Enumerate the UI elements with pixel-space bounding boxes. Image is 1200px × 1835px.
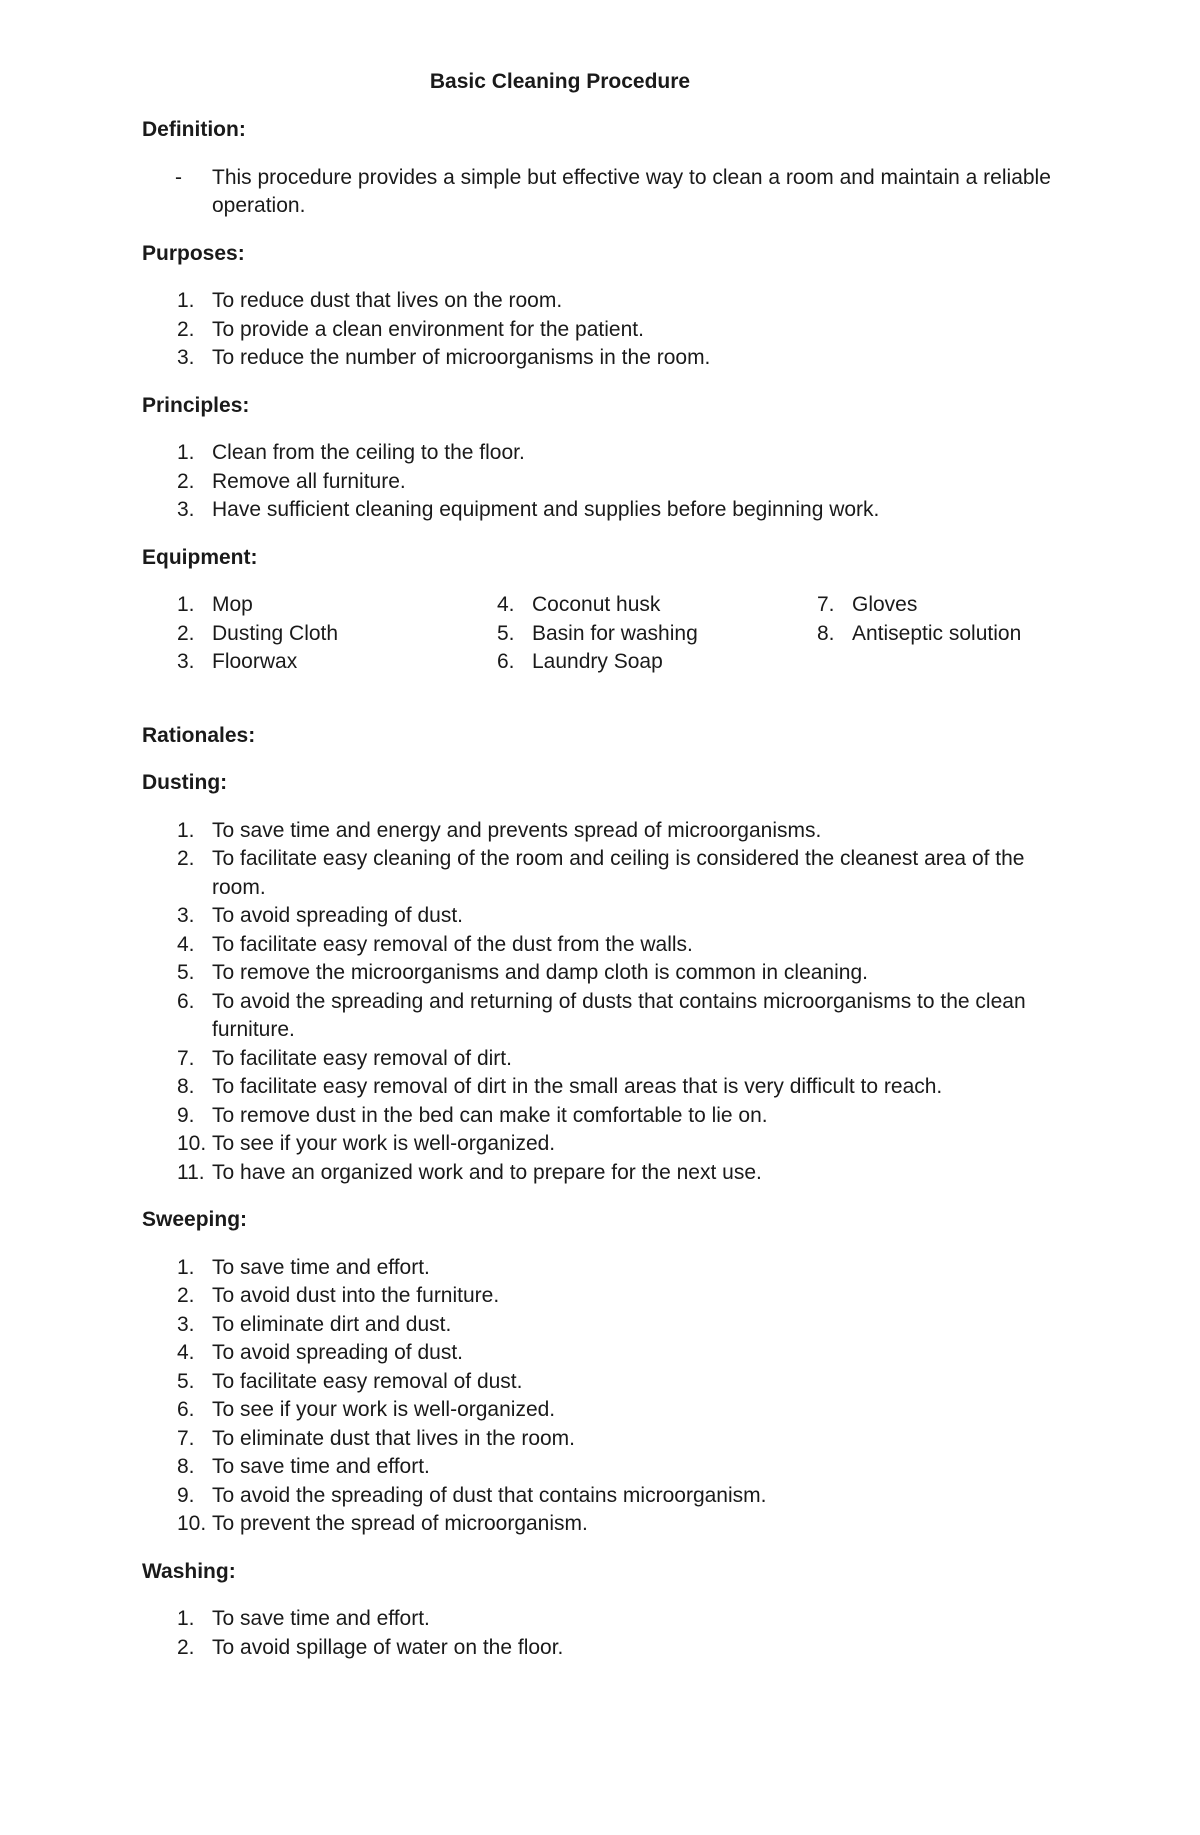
list-number: 3. xyxy=(177,650,195,673)
list-number: 8. xyxy=(177,1455,195,1478)
list-number: 9. xyxy=(177,1103,195,1127)
list-number: 1. xyxy=(177,441,195,464)
dusting-heading: Dusting: xyxy=(142,771,228,794)
sweeping-item-text: To prevent the spread of microorganism. xyxy=(212,1512,588,1535)
list-number: 9. xyxy=(177,1483,195,1507)
equipment-item-text: Antiseptic solution xyxy=(852,621,1022,645)
sweeping-list xyxy=(142,1254,1072,1539)
list-number: 10. xyxy=(177,1132,207,1155)
list-number: 10. xyxy=(177,1512,207,1535)
dusting-item-text: To avoid spreading of dust. xyxy=(212,904,463,927)
list-number: 3. xyxy=(177,1312,195,1336)
equipment-item xyxy=(782,620,1072,649)
purpose-item xyxy=(142,344,1072,373)
washing-item-text: To save time and effort. xyxy=(212,1607,430,1630)
washing-item xyxy=(142,1634,1072,1663)
list-number: 7. xyxy=(177,1426,195,1450)
list-number: 11. xyxy=(177,1160,205,1184)
list-number: 2. xyxy=(177,1635,195,1659)
equipment-item-text: Dusting Cloth xyxy=(212,621,339,645)
definition-heading: Definition: xyxy=(142,118,246,141)
dusting-item-text: To save time and energy and prevents spread of microorganisms. xyxy=(212,818,822,842)
list-number: 6. xyxy=(177,989,195,1013)
sweeping-item xyxy=(142,1339,1072,1368)
list-number: 5. xyxy=(177,961,195,984)
dusting-item-text: To remove dust in the bed can make it comfortable to lie on. xyxy=(212,1103,768,1127)
dusting-item xyxy=(142,1073,1072,1102)
equipment-item xyxy=(142,648,462,677)
purposes-heading: Purposes: xyxy=(142,241,245,265)
sweeping-item xyxy=(142,1453,1072,1482)
dusting-item-text: To have an organized work and to prepare for the next use. xyxy=(212,1160,762,1184)
list-number: 3. xyxy=(177,498,195,521)
purpose-item xyxy=(142,287,1072,316)
equipment-item-text: Mop xyxy=(212,593,253,616)
list-number: 4. xyxy=(177,932,195,956)
list-number: 4. xyxy=(177,1341,195,1364)
list-number: 2. xyxy=(177,621,195,645)
purpose-item xyxy=(142,316,1072,345)
list-number: 1. xyxy=(177,818,195,842)
principle-item xyxy=(142,468,1072,497)
list-number: 2. xyxy=(177,469,195,493)
sweeping-item-text: To eliminate dirt and dust. xyxy=(212,1312,452,1336)
sweeping-item-text: To avoid the spreading of dust that contains microorganism. xyxy=(212,1483,767,1507)
list-number: 5. xyxy=(177,1369,195,1393)
definition-list xyxy=(142,164,1072,221)
sweeping-heading: Sweeping: xyxy=(142,1208,248,1231)
sweeping-item xyxy=(142,1368,1072,1397)
purpose-item-text: To provide a clean environment for the patient. xyxy=(212,317,644,341)
equipment-item xyxy=(782,591,1072,620)
dusting-item xyxy=(142,845,1072,902)
purpose-item-text: To reduce the number of microorganisms in the room. xyxy=(212,346,711,369)
washing-item xyxy=(142,1605,1072,1634)
definition-item xyxy=(142,164,1072,221)
equipment-grid xyxy=(142,591,1072,677)
list-number: 2. xyxy=(177,317,195,341)
sweeping-item xyxy=(142,1282,1072,1311)
purposes-list xyxy=(142,287,1072,373)
dusting-item-text: To facilitate easy removal of the dust from the walls. xyxy=(212,932,693,956)
list-number: 6. xyxy=(177,1398,195,1421)
list-number: 6. xyxy=(497,650,515,673)
dusting-item-text: To remove the microorganisms and damp cloth is common in cleaning. xyxy=(212,961,868,984)
dusting-item-text: To facilitate easy cleaning of the room and ceiling is considered the cleanest area of the room. xyxy=(212,847,1025,899)
equipment-item xyxy=(142,620,462,649)
definition-text: This procedure provides a simple but effective way to clean a room and maintain a reliable operation. xyxy=(212,165,1051,217)
list-number: 8. xyxy=(817,621,835,645)
purpose-item-text: To reduce dust that lives on the room. xyxy=(212,289,563,312)
dusting-item-text: To avoid the spreading and returning of dusts that contains microorganisms to the clean furniture. xyxy=(212,989,1026,1041)
equipment-item-text: Laundry Soap xyxy=(532,650,663,673)
list-number: 1. xyxy=(177,289,195,312)
dusting-item xyxy=(142,902,1072,931)
dusting-item-text: To facilitate easy removal of dirt. xyxy=(212,1046,512,1070)
equipment-item xyxy=(462,620,782,649)
list-number: 2. xyxy=(177,847,195,870)
list-number: 2. xyxy=(177,1284,195,1307)
list-number: 1. xyxy=(177,1255,195,1279)
equipment-item-text: Floorwax xyxy=(212,650,298,673)
sweeping-item-text: To avoid dust into the furniture. xyxy=(212,1284,500,1307)
equipment-column xyxy=(142,591,462,677)
principles-list xyxy=(142,439,1072,525)
sweeping-item-text: To eliminate dust that lives in the room. xyxy=(212,1426,576,1450)
sweeping-item xyxy=(142,1510,1072,1539)
list-number: 4. xyxy=(497,593,515,616)
dusting-item xyxy=(142,931,1072,960)
equipment-column xyxy=(462,591,782,677)
list-number: 5. xyxy=(497,621,515,645)
sweeping-item-text: To facilitate easy removal of dust. xyxy=(212,1369,523,1393)
list-number: 8. xyxy=(177,1075,195,1098)
rationales-heading: Rationales: xyxy=(142,723,256,747)
dusting-item xyxy=(142,1102,1072,1131)
equipment-item xyxy=(462,591,782,620)
dusting-item-text: To facilitate easy removal of dirt in the small areas that is very difficult to reach. xyxy=(212,1075,943,1098)
washing-list xyxy=(142,1605,1072,1662)
principle-item-text: Have sufficient cleaning equipment and supplies before beginning work. xyxy=(212,498,880,521)
dash-marker: - xyxy=(175,165,182,189)
principle-item xyxy=(142,439,1072,468)
equipment-column xyxy=(782,591,1072,677)
sweeping-item-text: To see if your work is well-organized. xyxy=(212,1398,556,1421)
equipment-item-text: Gloves xyxy=(852,593,918,616)
list-number: 1. xyxy=(177,593,195,616)
equipment-item xyxy=(142,591,462,620)
list-number: 3. xyxy=(177,904,195,927)
sweeping-item xyxy=(142,1311,1072,1340)
dusting-item xyxy=(142,988,1072,1045)
equipment-item xyxy=(462,648,782,677)
document-title: Basic Cleaning Procedure xyxy=(429,70,691,93)
sweeping-item-text: To save time and effort. xyxy=(212,1455,430,1478)
dusting-item xyxy=(142,959,1072,988)
list-number: 7. xyxy=(177,1046,195,1070)
sweeping-item xyxy=(142,1396,1072,1425)
washing-heading: Washing: xyxy=(142,1559,236,1583)
dusting-item xyxy=(142,1159,1072,1188)
washing-item-text: To avoid spillage of water on the floor. xyxy=(212,1635,564,1659)
principle-item-text: Clean from the ceiling to the floor. xyxy=(212,441,525,464)
dusting-list xyxy=(142,817,1072,1188)
principle-item xyxy=(142,496,1072,525)
sweeping-item xyxy=(142,1254,1072,1283)
dusting-item xyxy=(142,1130,1072,1159)
dusting-item xyxy=(142,817,1072,846)
principle-item-text: Remove all furniture. xyxy=(212,469,406,493)
equipment-item-text: Basin for washing xyxy=(532,621,698,645)
sweeping-item-text: To save time and effort. xyxy=(212,1255,430,1279)
sweeping-item xyxy=(142,1482,1072,1511)
equipment-heading: Equipment: xyxy=(142,545,258,569)
equipment-item-text: Coconut husk xyxy=(532,593,661,616)
list-number: 1. xyxy=(177,1607,195,1630)
list-number: 3. xyxy=(177,346,195,369)
sweeping-item-text: To avoid spreading of dust. xyxy=(212,1341,463,1364)
principles-heading: Principles: xyxy=(142,393,250,417)
list-number: 7. xyxy=(817,593,835,616)
dusting-item xyxy=(142,1045,1072,1074)
dusting-item-text: To see if your work is well-organized. xyxy=(212,1132,556,1155)
sweeping-item xyxy=(142,1425,1072,1454)
document-body xyxy=(142,116,1072,1662)
